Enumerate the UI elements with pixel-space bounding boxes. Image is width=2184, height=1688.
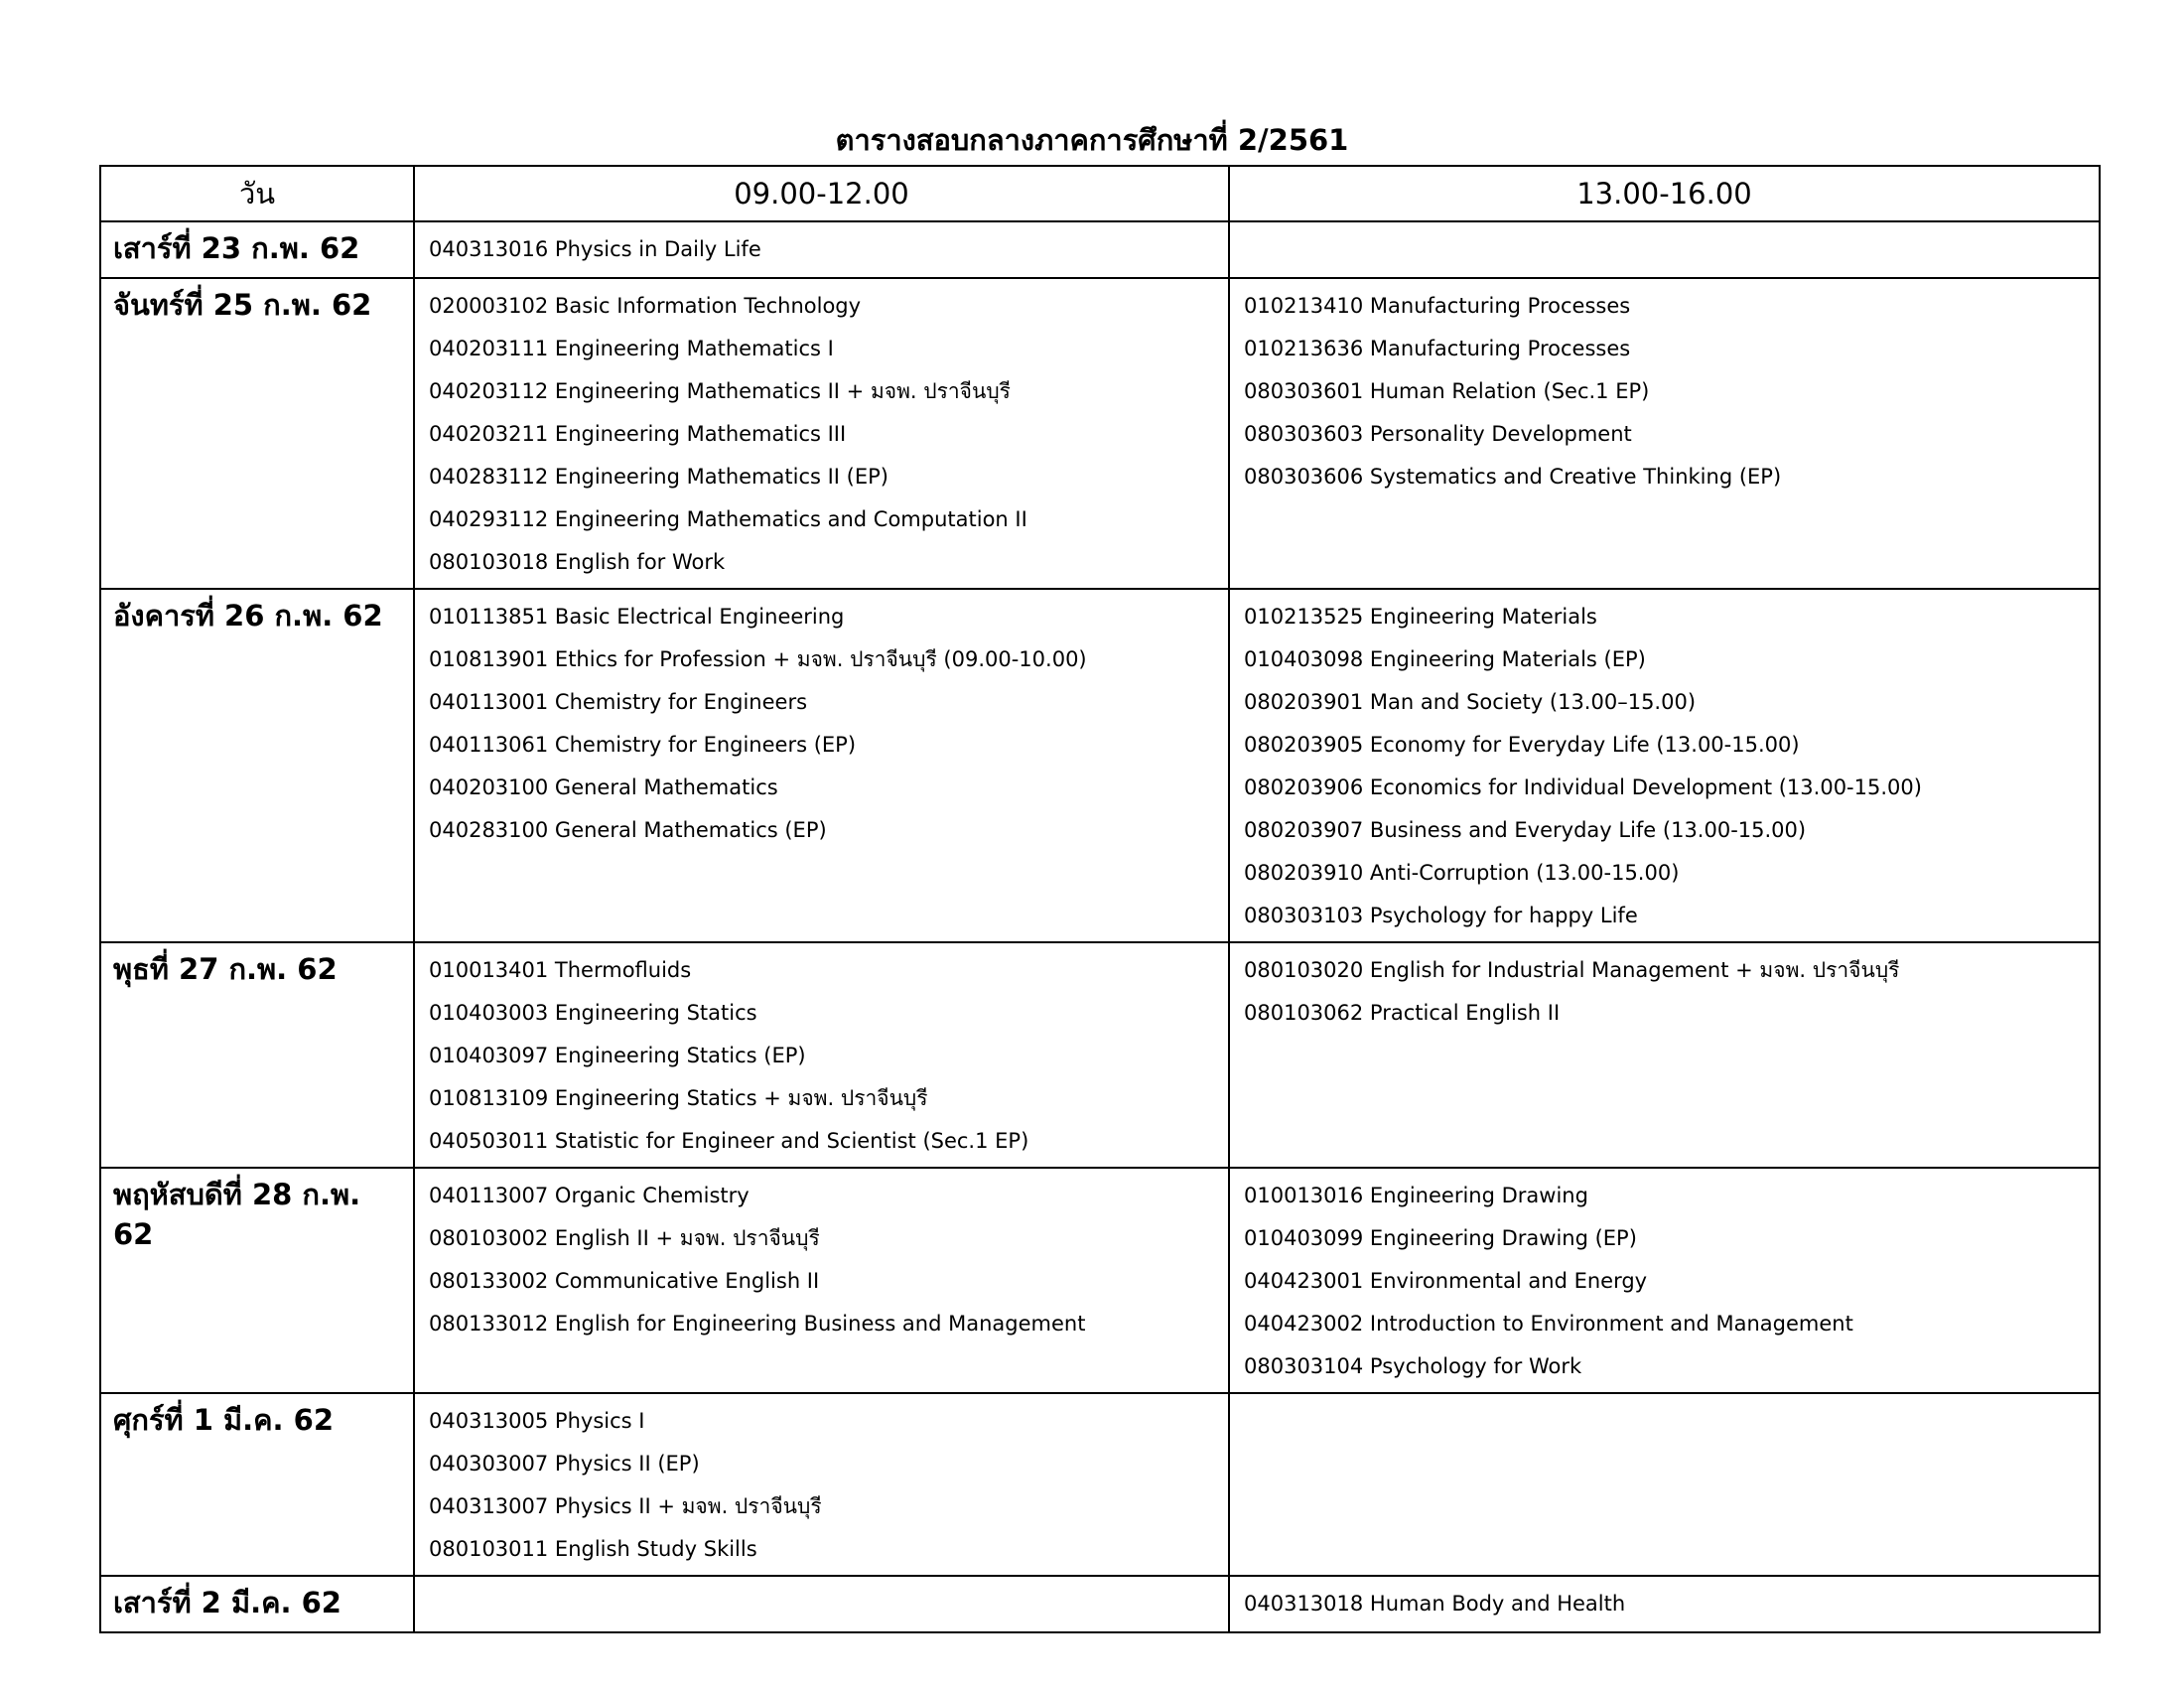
table-row <box>100 221 2100 278</box>
course-entry: 040423002 Introduction to Environment and Management <box>1244 1312 1853 1336</box>
morning-slot <box>414 589 1229 942</box>
course-entry: 040283100 General Mathematics (EP) <box>429 818 827 842</box>
course-entry: 040203111 Engineering Mathematics I <box>429 337 834 360</box>
course-entry: 040203100 General Mathematics <box>429 775 778 799</box>
afternoon-slot <box>1229 942 2100 1168</box>
day-cell: จันทร์ที่ 25 ก.พ. 62 <box>100 278 414 589</box>
course-entry: 040203211 Engineering Mathematics III <box>429 422 847 446</box>
course-entry: 010403097 Engineering Statics (EP) <box>429 1044 806 1067</box>
table-row <box>100 1168 2100 1393</box>
morning-slot <box>414 1168 1229 1393</box>
day-cell: ศุกร์ที่ 1 มี.ค. 62 <box>100 1393 414 1576</box>
course-entry: 080203906 Economics for Individual Development (13.00-15.00) <box>1244 775 1922 799</box>
morning-slot <box>414 1393 1229 1576</box>
course-entry: 040313016 Physics in Daily Life <box>429 237 761 261</box>
exam-schedule-table <box>99 165 2101 1633</box>
course-entry: 040283112 Engineering Mathematics II (EP) <box>429 465 888 489</box>
course-entry: 040423001 Environmental and Energy <box>1244 1269 1648 1293</box>
course-entry: 080103002 English II + มจพ. ปราจีนบุรี <box>429 1226 820 1250</box>
course-entry: 080303606 Systematics and Creative Thinking (EP) <box>1244 465 1782 489</box>
course-entry: 010013016 Engineering Drawing <box>1244 1184 1588 1207</box>
course-entry: 040313007 Physics II + มจพ. ปราจีนบุรี <box>429 1494 822 1518</box>
day-cell: พฤหัสบดีที่ 28 ก.พ. 62 <box>100 1168 414 1393</box>
table-row <box>100 1393 2100 1576</box>
course-entry: 080203901 Man and Society (13.00–15.00) <box>1244 690 1697 714</box>
course-entry: 080133002 Communicative English II <box>429 1269 820 1293</box>
day-cell: อังคารที่ 26 ก.พ. 62 <box>100 589 414 942</box>
course-entry: 040303007 Physics II (EP) <box>429 1452 700 1476</box>
course-entry: 080103011 English Study Skills <box>429 1537 757 1561</box>
course-entry: 040203112 Engineering Mathematics II + มจพ. ปราจีนบุรี <box>429 379 1011 403</box>
course-entry: 020003102 Basic Information Technology <box>429 294 862 318</box>
course-entry: 010403003 Engineering Statics <box>429 1001 757 1025</box>
course-entry: 010403098 Engineering Materials (EP) <box>1244 647 1646 671</box>
course-entry: 080103018 English for Work <box>429 550 726 574</box>
morning-slot <box>414 1576 1229 1632</box>
course-entry: 040313018 Human Body and Health <box>1244 1592 1626 1616</box>
course-entry: 080133012 English for Engineering Business and Management <box>429 1312 1086 1336</box>
course-entry: 010213410 Manufacturing Processes <box>1244 294 1631 318</box>
afternoon-slot <box>1229 589 2100 942</box>
course-entry: 040113061 Chemistry for Engineers (EP) <box>429 733 857 757</box>
day-cell: เสาร์ที่ 2 มี.ค. 62 <box>100 1576 414 1632</box>
course-entry: 010813901 Ethics for Profession + มจพ. ปราจีนบุรี (09.00-10.00) <box>429 647 1087 671</box>
course-entry: 080203910 Anti-Corruption (13.00-15.00) <box>1244 861 1680 885</box>
course-entry: 080203905 Economy for Everyday Life (13.00-15.00) <box>1244 733 1800 757</box>
column-header-day: วัน <box>100 166 414 221</box>
morning-slot <box>414 942 1229 1168</box>
course-entry: 010813109 Engineering Statics + มจพ. ปราจีนบุรี <box>429 1086 928 1110</box>
morning-slot <box>414 221 1229 278</box>
day-cell: พุธที่ 27 ก.พ. 62 <box>100 942 414 1168</box>
course-entry: 040113001 Chemistry for Engineers <box>429 690 808 714</box>
course-entry: 080303104 Psychology for Work <box>1244 1354 1582 1378</box>
table-row <box>100 942 2100 1168</box>
page-title: ตารางสอบกลางภาคการศึกษาที่ 2/2561 <box>835 123 1349 157</box>
course-entry: 080103020 English for Industrial Management + มจพ. ปราจีนบุรี <box>1244 958 1900 982</box>
course-entry: 080303103 Psychology for happy Life <box>1244 904 1638 927</box>
course-entry: 040113007 Organic Chemistry <box>429 1184 750 1207</box>
day-cell: เสาร์ที่ 23 ก.พ. 62 <box>100 221 414 278</box>
column-header-afternoon: 13.00-16.00 <box>1229 166 2100 221</box>
afternoon-slot <box>1229 1393 2100 1576</box>
course-entry: 040293112 Engineering Mathematics and Computation II <box>429 507 1027 531</box>
course-entry: 040313005 Physics I <box>429 1409 645 1433</box>
table-row <box>100 589 2100 942</box>
table-row <box>100 278 2100 589</box>
course-entry: 040503011 Statistic for Engineer and Scientist (Sec.1 EP) <box>429 1129 1029 1153</box>
afternoon-slot <box>1229 1576 2100 1632</box>
course-entry: 080103062 Practical English II <box>1244 1001 1561 1025</box>
table-row <box>100 1576 2100 1632</box>
course-entry: 080203907 Business and Everyday Life (13.00-15.00) <box>1244 818 1807 842</box>
course-entry: 010403099 Engineering Drawing (EP) <box>1244 1226 1637 1250</box>
course-entry: 010013401 Thermofluids <box>429 958 692 982</box>
column-header-morning: 09.00-12.00 <box>414 166 1229 221</box>
course-entry: 010213525 Engineering Materials <box>1244 605 1597 629</box>
course-entry: 010113851 Basic Electrical Engineering <box>429 605 845 629</box>
course-entry: 010213636 Manufacturing Processes <box>1244 337 1631 360</box>
course-entry: 080303603 Personality Development <box>1244 422 1632 446</box>
afternoon-slot <box>1229 1168 2100 1393</box>
afternoon-slot <box>1229 278 2100 589</box>
course-entry: 080303601 Human Relation (Sec.1 EP) <box>1244 379 1650 403</box>
afternoon-slot <box>1229 221 2100 278</box>
morning-slot <box>414 278 1229 589</box>
header-row <box>100 166 2100 221</box>
